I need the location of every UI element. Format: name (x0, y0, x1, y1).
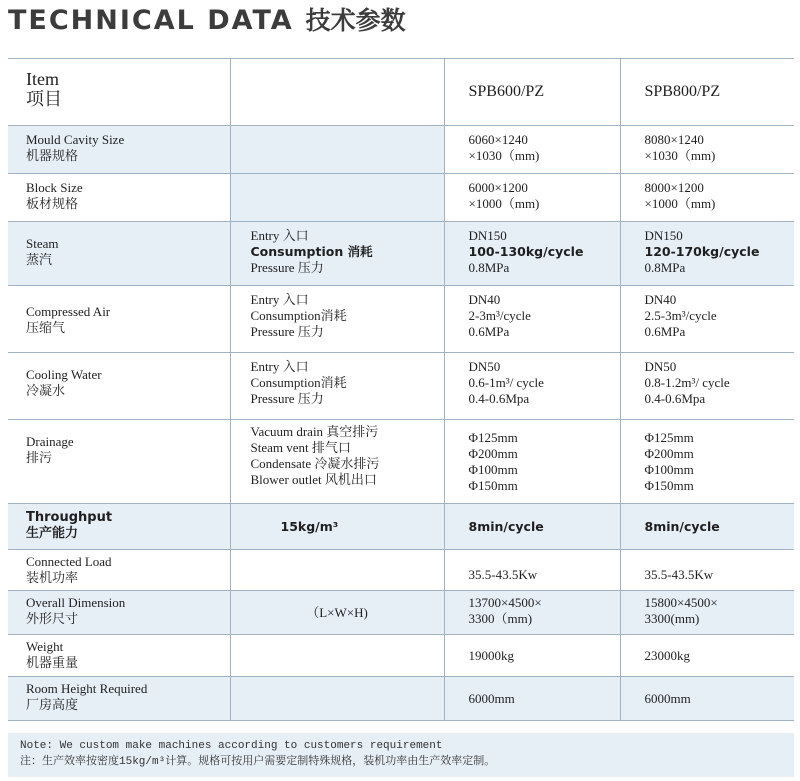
row-label (8, 677, 230, 721)
param-line: Steam vent 排气口 (250, 440, 351, 455)
value-line: 8min/cycle (468, 518, 544, 534)
label-en: Block Size (26, 180, 83, 195)
param-cell (230, 286, 444, 353)
value-line: ×1030（mm) (644, 148, 716, 163)
table-row-throughput (8, 504, 794, 550)
param-line: Entry 入口 (250, 359, 309, 374)
value-line: DN150 (468, 228, 507, 243)
value-line: Φ200mm (468, 446, 518, 461)
param-cell (230, 126, 444, 174)
label-en: Connected Load (26, 554, 112, 569)
footnote-chinese: 注：生产效率按密度15kg/m³计算。规格可按用户需要定制特殊规格，装机功率由生产效率定制。 (20, 756, 496, 768)
label-en: Overall Dimension (26, 595, 126, 610)
value-model2 (620, 635, 794, 677)
value-line: 120-170kg/cycle (644, 244, 760, 259)
label-en: Mould Cavity Size (26, 132, 125, 147)
label-cn: 排污 (26, 450, 53, 465)
table-row-drainage (8, 420, 794, 504)
footnote (8, 733, 794, 777)
label-en: Cooling Water (26, 367, 102, 382)
value-line: Φ125mm (644, 430, 694, 445)
density-value: 15kg/m³ (280, 518, 339, 534)
value-line: 35.5-43.5Kw (468, 567, 538, 582)
label-cn: 机器规格 (26, 148, 79, 163)
param-line: Entry 入口 (250, 292, 309, 307)
value-model2 (620, 353, 794, 420)
table-row-connected-load (8, 550, 794, 591)
value-model1 (444, 550, 620, 591)
value-line: 13700×4500× (468, 595, 542, 610)
label-en: Steam (26, 236, 59, 251)
value-line: 2-3m³/cycle (468, 308, 531, 323)
value-line: Φ100mm (468, 462, 518, 477)
title-english: TECHNICAL DATA (8, 5, 294, 36)
value-model2 (620, 222, 794, 286)
value-line: 6060×1240 (468, 132, 528, 147)
label-cn: 蒸汽 (26, 252, 53, 267)
header-item-en: Item (26, 69, 59, 89)
param-cell (230, 353, 444, 420)
value-line: 8080×1240 (644, 132, 704, 147)
label-cn: 厂房高度 (26, 697, 79, 712)
label-cn: 压缩气 (26, 320, 66, 335)
row-label (8, 353, 230, 420)
param-line: Condensate 冷凝水排污 (250, 456, 380, 471)
value-line: 35.5-43.5Kw (644, 567, 714, 582)
table-header-row (8, 59, 794, 126)
param-line: Pressure 压力 (250, 391, 324, 406)
value-model1 (444, 420, 620, 504)
value-line: 0.8-1.2m³/ cycle (644, 375, 730, 390)
row-label (8, 550, 230, 591)
label-cn: 外形尺寸 (26, 611, 79, 626)
value-line: ×1000（mm) (468, 196, 540, 211)
value-line: 0.6MPa (468, 324, 510, 339)
param-line: Consumption消耗 (250, 375, 347, 390)
page-title (8, 4, 406, 38)
footnote-english: Note: We custom make machines according to customers requirement (20, 740, 443, 752)
param-line: Consumption消耗 (250, 308, 347, 323)
table-row-block (8, 174, 794, 222)
param-cell (230, 591, 444, 635)
header-param-cell (230, 59, 444, 126)
header-model2: SPB800/PZ (620, 59, 794, 126)
label-en: Compressed Air (26, 304, 111, 319)
value-line: 3300（mm) (468, 611, 533, 626)
value-model1 (444, 286, 620, 353)
value-line: 6000×1200 (468, 180, 528, 195)
value-model1 (444, 353, 620, 420)
value-line: 0.4-0.6Mpa (468, 391, 530, 406)
value-line: 3300(mm) (644, 611, 700, 626)
param-line: Vacuum drain 真空排污 (250, 424, 379, 439)
param-line: Pressure 压力 (250, 324, 324, 339)
header-model1: SPB600/PZ (444, 59, 620, 126)
value-line: 0.8MPa (468, 260, 510, 275)
value-line: Φ150mm (644, 478, 694, 493)
value-model1 (444, 222, 620, 286)
row-label (8, 504, 230, 550)
label-cn: 冷凝水 (26, 383, 66, 398)
value-line: DN40 (468, 292, 501, 307)
title-chinese: 技术参数 (305, 6, 406, 35)
technical-data-table (8, 58, 794, 721)
value-model2 (620, 550, 794, 591)
value-model1 (444, 591, 620, 635)
dimension-format: （L×W×H) (306, 604, 368, 620)
value-line: 19000kg (468, 647, 514, 663)
value-line: DN50 (644, 359, 677, 374)
value-line: 23000kg (644, 647, 690, 663)
value-model1 (444, 677, 620, 721)
param-line: Pressure 压力 (250, 260, 324, 275)
param-cell (230, 420, 444, 504)
value-line: 8000×1200 (644, 180, 704, 195)
value-line: 0.6-1m³/ cycle (468, 375, 544, 390)
table-row-cooling-water (8, 353, 794, 420)
value-model1 (444, 635, 620, 677)
value-line: 100-130kg/cycle (468, 244, 584, 259)
param-cell (230, 504, 444, 550)
value-line: Φ150mm (468, 478, 518, 493)
label-en: Room Height Required (26, 681, 148, 696)
param-line: Consumption 消耗 (250, 244, 373, 259)
param-cell (230, 677, 444, 721)
label-cn: 机器重量 (26, 655, 79, 670)
value-line: 15800×4500× (644, 595, 718, 610)
table-row-overall-dimension (8, 591, 794, 635)
value-line: Φ125mm (468, 430, 518, 445)
table-row-compressed-air (8, 286, 794, 353)
value-model2 (620, 174, 794, 222)
param-line: Blower outlet 风机出口 (250, 472, 377, 487)
param-cell (230, 222, 444, 286)
label-cn: 装机功率 (26, 570, 79, 585)
value-line: Φ100mm (644, 462, 694, 477)
value-model2 (620, 677, 794, 721)
row-label (8, 126, 230, 174)
param-cell (230, 635, 444, 677)
param-line: Entry 入口 (250, 228, 309, 243)
table-row-steam (8, 222, 794, 286)
table-row-weight (8, 635, 794, 677)
param-cell (230, 550, 444, 591)
row-label (8, 286, 230, 353)
value-model1 (444, 504, 620, 550)
param-cell (230, 174, 444, 222)
value-line: 0.6MPa (644, 324, 686, 339)
header-item-cn: 项目 (26, 89, 62, 109)
label-en: Throughput (26, 510, 113, 525)
label-en: Drainage (26, 434, 74, 449)
value-model2 (620, 126, 794, 174)
value-model2 (620, 591, 794, 635)
header-item-cell (8, 59, 230, 126)
value-line: 8min/cycle (644, 518, 720, 534)
value-line: 6000mm (644, 690, 691, 706)
row-label (8, 591, 230, 635)
value-line: DN50 (468, 359, 501, 374)
value-line: ×1030（mm) (468, 148, 540, 163)
label-cn: 板材规格 (26, 196, 79, 211)
value-model2 (620, 420, 794, 504)
table-row-mould (8, 126, 794, 174)
value-line: ×1000（mm) (644, 196, 716, 211)
value-model2 (620, 286, 794, 353)
value-line: 0.8MPa (644, 260, 686, 275)
value-line: DN40 (644, 292, 677, 307)
value-line: Φ200mm (644, 446, 694, 461)
label-en: Weight (26, 639, 64, 654)
value-line: 6000mm (468, 690, 515, 706)
label-cn: 生产能力 (26, 526, 79, 541)
table-row-room-height (8, 677, 794, 721)
value-line: DN150 (644, 228, 683, 243)
row-label (8, 174, 230, 222)
value-line: 2.5-3m³/cycle (644, 308, 717, 323)
value-model2 (620, 504, 794, 550)
row-label (8, 420, 230, 504)
row-label (8, 222, 230, 286)
value-model1 (444, 126, 620, 174)
value-model1 (444, 174, 620, 222)
value-line: 0.4-0.6Mpa (644, 391, 706, 406)
row-label (8, 635, 230, 677)
